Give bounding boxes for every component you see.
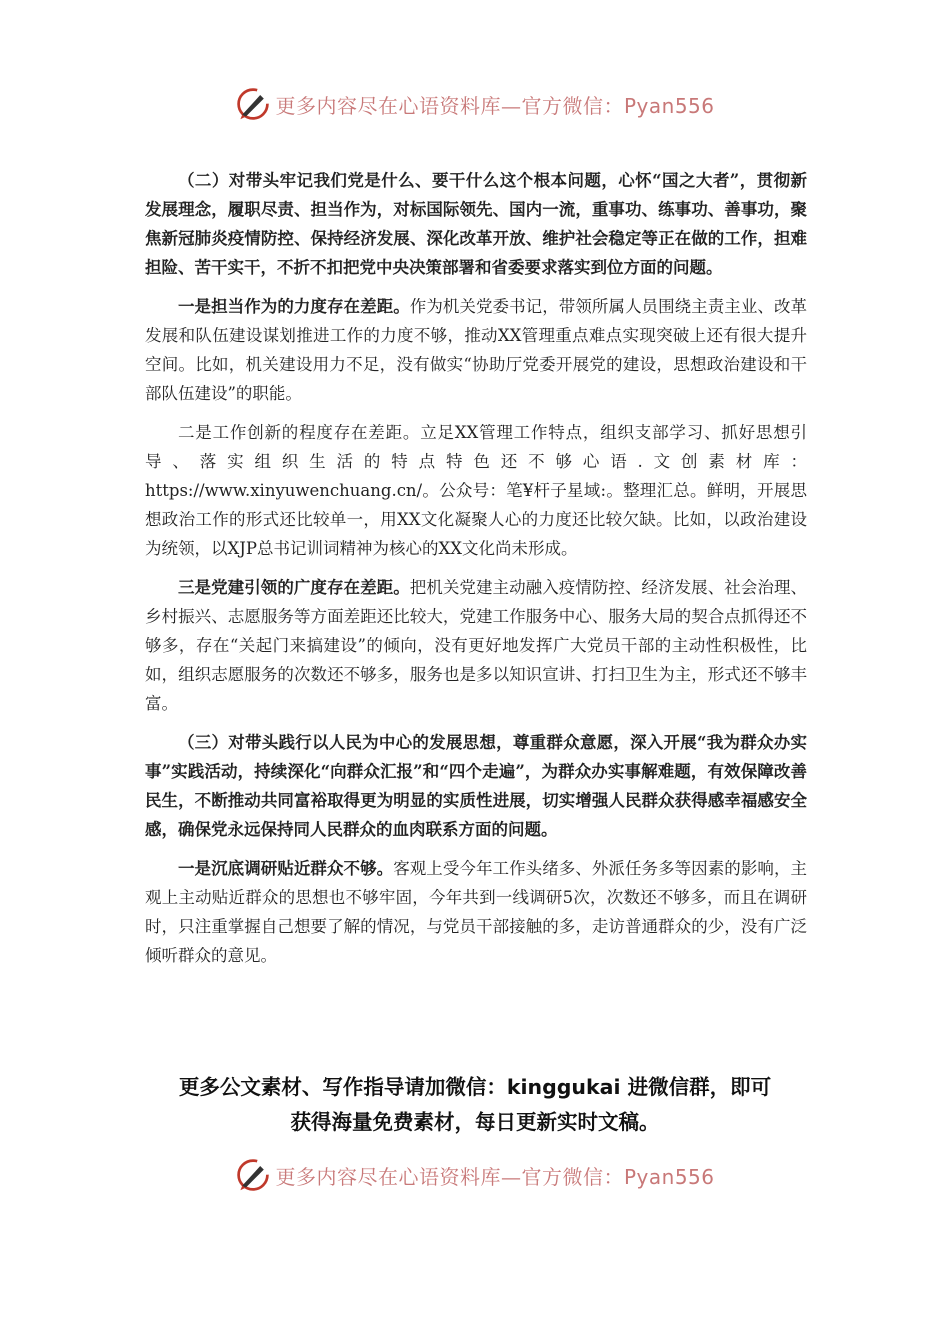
paragraph-lead: 三是党建引领的广度存在差距。 [178,578,410,597]
paragraph [145,573,807,718]
banner-text: 更多内容尽在心语资料库—官方微信：Pyan556 [275,1164,715,1189]
paragraph [145,418,807,563]
document-body [145,166,807,980]
paragraph-text: 客观上受今年工作头绪多、外派任务多等因素的影响，主观上主动贴近群众的思想也不够牢固，今年共到一线调研5次，次数还不够多，而且在调研时，只注重掌握自己想要了解的情况，与党员干部接触的多，走访普通群众的少，没有广泛倾听群众的意见。 [145,859,808,965]
footer-banner [0,1155,950,1195]
paragraph-lead: 一是担当作为的力度存在差距。 [178,297,410,316]
section-heading-3 [145,728,807,844]
paragraph [145,292,807,408]
pen-logo-icon [235,1157,271,1193]
pen-logo-icon [235,86,271,122]
wechat-id: Pyan556 [623,1164,715,1189]
paragraph-text: （三）对带头践行以人民为中心的发展思想，尊重群众意愿，深入开展“我为群众办实事”实践活动，持续深化“向群众汇报”和“四个走遍”，为群众办实事解难题，有效保障改善民生，不断推动共同富裕取得更为明显的实质性进展，切实增强人民群众获得感幸福感安全感，确保党永远保持同人民群众的血肉联系方面的问题。 [145,733,807,839]
footer-line-2: 获得海量免费素材，每日更新实时文稿。 [290,1110,660,1134]
paragraph-text: 把机关党建主动融入疫情防控、经济发展、社会治理、乡村振兴、志愿服务等方面差距还比较大，党建工作服务中心、服务大局的契合点抓得还不够多，存在“关起门来搞建设”的倾向，没有更好地发挥广大党员干部的主动性积极性，比如，组织志愿服务的次数还不够多，服务也是多以知识宣讲、打扫卫生为主，形式还不够丰富。 [145,578,808,713]
banner-text: 更多内容尽在心语资料库—官方微信：Pyan556 [275,93,715,118]
wechat-id: Pyan556 [623,93,715,118]
paragraph-text: 作为机关党委书记，带领所属人员围绕主责主业、改革发展和队伍建设谋划推进工作的力度不够，推动XX管理重点难点实现突破上还有很大提升空间。比如，机关建设用力不足，没有做实“协助厅党委开展党的建设，思想政治建设和干部队伍建设”的职能。 [145,297,808,403]
footer-line-1: 更多公文素材、写作指导请加微信：kinggukai 进微信群，即可 [178,1075,772,1099]
paragraph [145,854,807,970]
header-banner [0,84,950,124]
paragraph-text: 二是工作创新的程度存在差距。立足XX管理工作特点，组织支部学习、抓好思想引导、落实组织生活的特点特色还不够心语.文创素材库：https://www.xinyuwenchuang.cn/。公众号：笔¥杆子星域:。整理汇总。鲜明，开展思想政治工作的形式还比较单一，用XX文化凝聚人心的力度还比较欠缺。比如，以政治建设为统领，以XJP总书记训词精神为核心的XX文化尚未形成。 [145,423,807,558]
section-heading-2 [145,166,807,282]
paragraph-text: （二）对带头牢记我们党是什么、要干什么这个根本问题，心怀“国之大者”，贯彻新发展理念，履职尽责、担当作为，对标国际领先、国内一流，重事功、练事功、善事功，聚焦新冠肺炎疫情防控、保持经济发展、深化改革开放、维护社会稳定等正在做的工作，担难担险、苦干实干，不折不扣把党中央决策部署和省委要求落实到位方面的问题。 [145,171,807,277]
footer-note [0,1070,950,1140]
paragraph-lead: 一是沉底调研贴近群众不够。 [178,859,394,878]
